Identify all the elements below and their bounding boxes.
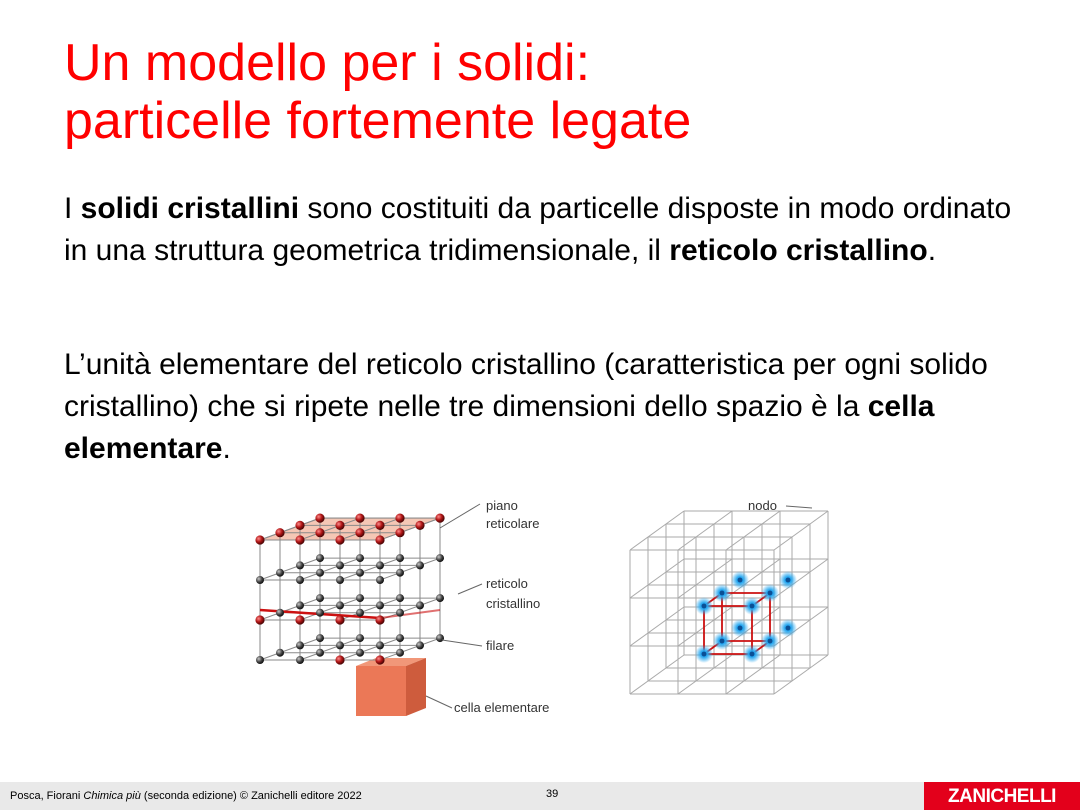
p1-bold-solidi-cristallini: solidi cristallini: [80, 192, 300, 225]
atom: [375, 535, 384, 544]
atom: [256, 656, 264, 664]
atom: [355, 514, 364, 523]
left-lattice: [255, 514, 444, 717]
atom: [315, 514, 324, 523]
lattice-illustration: [230, 490, 850, 730]
atom: [376, 641, 384, 649]
node-core: [738, 626, 743, 631]
leader-filare: [442, 640, 482, 646]
paragraph-unit-cell: [64, 344, 1024, 470]
atom: [255, 535, 264, 544]
leader-nodo: [786, 506, 812, 508]
lattice-line: [380, 558, 440, 580]
row-highlight-2: [380, 610, 440, 618]
node-core: [750, 604, 755, 609]
credit-rest: (seconda edizione) © Zanichelli editore 2022: [140, 790, 362, 802]
atom: [336, 601, 344, 609]
atom: [316, 609, 324, 617]
atom: [276, 649, 284, 657]
lattice-line: [260, 558, 320, 580]
atom: [276, 569, 284, 577]
node-core: [768, 639, 773, 644]
page-number: 39: [546, 788, 559, 800]
p1-text-2: sono costituiti da particelle disposte in modo ordinato in una struttura geometrica tridimensionale, il: [64, 192, 1012, 267]
leader-reticolo: [458, 584, 482, 594]
crystal-lattice-figure: [230, 490, 850, 735]
atom: [335, 655, 344, 664]
atom: [416, 641, 424, 649]
p1-text-1: I: [64, 192, 81, 225]
slide-title: [64, 34, 1024, 150]
atom: [276, 609, 284, 617]
atom: [415, 521, 424, 530]
lattice-line: [300, 558, 360, 580]
atom: [375, 655, 384, 664]
atom: [296, 576, 304, 584]
footer-bar: [0, 782, 1080, 810]
atom: [296, 561, 304, 569]
atom: [336, 561, 344, 569]
node-core: [702, 652, 707, 657]
footer-credit: [10, 790, 362, 802]
atom: [355, 528, 364, 537]
atom: [356, 569, 364, 577]
node-core: [768, 591, 773, 596]
node-core: [720, 639, 725, 644]
atom: [335, 535, 344, 544]
left-labels: [426, 498, 549, 715]
atom: [436, 554, 444, 562]
atom: [376, 601, 384, 609]
atom: [396, 649, 404, 657]
grid-line: [678, 511, 732, 550]
title-line-2: particelle fortemente legate: [64, 92, 692, 150]
atom: [295, 615, 304, 624]
node-core: [738, 578, 743, 583]
leader-cella: [426, 696, 452, 708]
atom: [296, 656, 304, 664]
atom: [436, 634, 444, 642]
label-filare: filare: [486, 638, 515, 653]
label-reticolare: reticolare: [486, 516, 540, 531]
lattice-line: [260, 638, 320, 660]
atom: [356, 634, 364, 642]
title-line-1: Un modello per i solidi:: [64, 34, 591, 92]
paragraph-solids: [64, 188, 1024, 272]
atom: [395, 514, 404, 523]
atom: [296, 641, 304, 649]
p2-bold-cella-elementare: cella elementare: [64, 390, 935, 465]
p1-text-3: .: [927, 234, 937, 267]
grid-line: [630, 559, 684, 598]
atom: [375, 615, 384, 624]
atom: [275, 528, 284, 537]
atom: [395, 528, 404, 537]
p1-bold-reticolo-cristallino: reticolo cristallino: [669, 234, 928, 267]
atom: [356, 609, 364, 617]
atom: [335, 615, 344, 624]
label-cristallino: cristallino: [486, 596, 541, 611]
atom: [316, 554, 324, 562]
atom: [396, 594, 404, 602]
grid-line: [774, 655, 828, 694]
atom: [396, 634, 404, 642]
lattice-line: [380, 638, 440, 660]
atom: [356, 594, 364, 602]
grid-line: [630, 511, 684, 550]
atom: [256, 576, 264, 584]
atom: [375, 521, 384, 530]
lattice-line: [340, 638, 400, 660]
atom: [416, 601, 424, 609]
atom: [336, 576, 344, 584]
atom: [296, 601, 304, 609]
node-core: [786, 626, 791, 631]
atom: [316, 649, 324, 657]
atom: [295, 521, 304, 530]
atom: [396, 569, 404, 577]
atom: [356, 554, 364, 562]
atom: [376, 576, 384, 584]
atom: [255, 615, 264, 624]
atom: [436, 594, 444, 602]
unit-cell-front: [356, 666, 406, 716]
atom: [316, 569, 324, 577]
node-core: [720, 591, 725, 596]
atom: [376, 561, 384, 569]
lattice-line: [340, 558, 400, 580]
atom: [336, 641, 344, 649]
credit-book-title: Chimica più: [83, 790, 141, 802]
label-cella-elementare: cella elementare: [454, 700, 550, 715]
atom: [295, 535, 304, 544]
lattice-line: [300, 638, 360, 660]
right-lattice: [630, 498, 828, 694]
grid-line: [630, 607, 684, 646]
atom: [416, 561, 424, 569]
atom: [356, 649, 364, 657]
atom: [315, 528, 324, 537]
leader-piano: [440, 504, 480, 528]
label-nodo: nodo: [748, 498, 777, 513]
atom: [396, 554, 404, 562]
atom: [316, 594, 324, 602]
label-reticolo: reticolo: [486, 576, 528, 591]
atom: [316, 634, 324, 642]
atom: [335, 521, 344, 530]
unit-cell-side: [406, 658, 426, 716]
atom: [396, 609, 404, 617]
credit-authors: Posca, Fiorani: [10, 790, 84, 802]
node-core: [702, 604, 707, 609]
p2-text-1: L’unità elementare del reticolo cristallino (caratteristica per ogni solido cristallino) che si ripete nelle tre dimensioni dello spazio è la: [64, 348, 988, 423]
node-core: [786, 578, 791, 583]
p2-text-2: .: [222, 432, 231, 465]
label-piano: piano: [486, 498, 518, 513]
grid-line: [774, 511, 828, 550]
lattice-line: [260, 598, 320, 620]
grid-line: [630, 655, 684, 694]
grid-line: [726, 511, 780, 550]
atom: [435, 514, 444, 523]
zanichelli-logo: ZANICHELLI: [924, 782, 1080, 810]
node-core: [750, 652, 755, 657]
